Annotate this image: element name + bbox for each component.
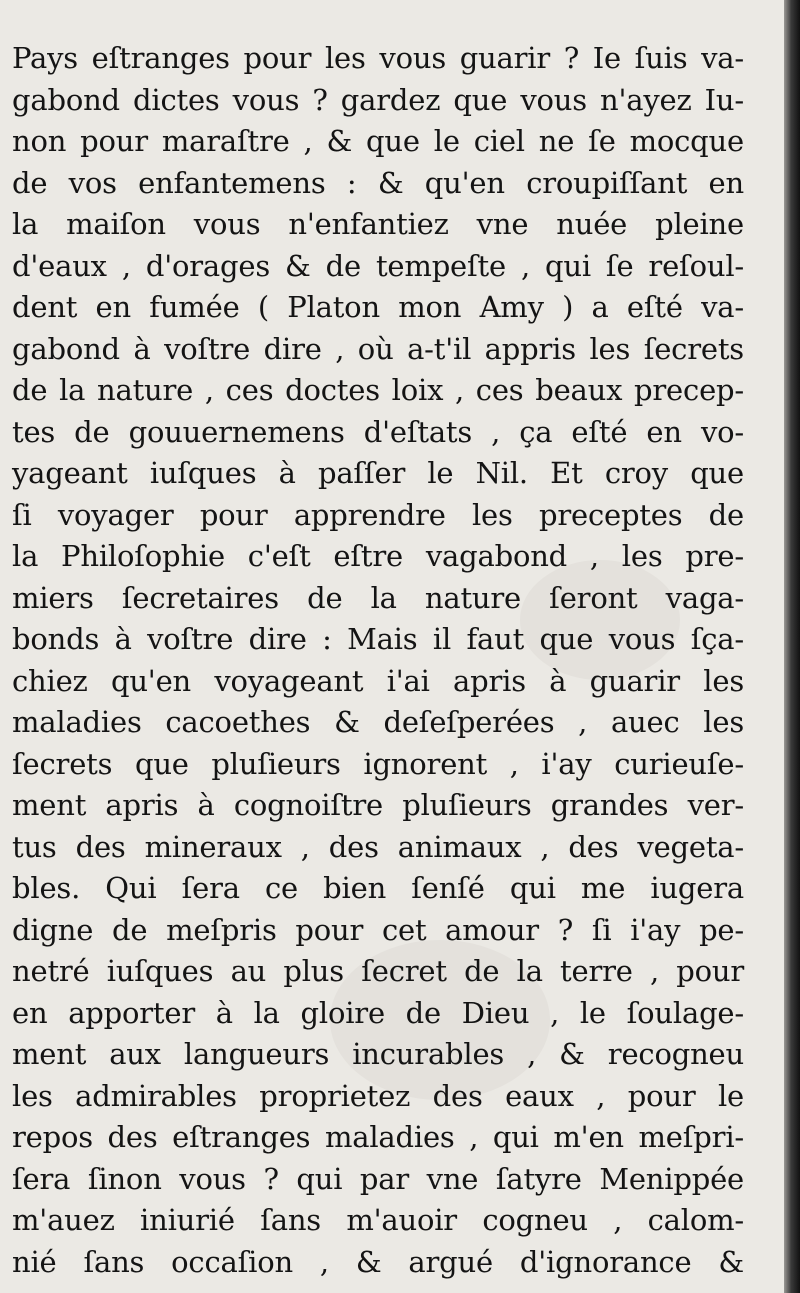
text-line-1: Pays eſtranges pour les vous guarir ? Ie ſuis va- [12,41,744,75]
text-line-10: tes de gouuernemens d'eſtats , ça eſté en vo- [12,414,744,449]
text-line-8: gabond à voſtre dire , où a-t'il appris les ſecrets [12,331,744,366]
text-line-17: maladies cacoethes & deſeſperées , auec les [12,705,744,739]
text-line-20: tus des mineraux , des animaux , des vegeta- [12,829,744,864]
text-line-27: repos des eſtranges maladies , qui m'en meſpri- [12,1120,744,1154]
text-line-29: m'auez iniurié ſans m'auoir cogneu , calom- [12,1203,744,1237]
text-line-11: yageant iuſques à paſſer le Nil. Et croy que [12,456,744,490]
text-line-6: d'eaux , d'orages & de tempeſte , qui ſe reſoul- [12,248,744,283]
text-line-9: de la nature , ces doctes loix , ces beaux precep- [12,373,744,407]
text-line-30: nié ſans occaſion , & argué d'ignorance & [12,1244,744,1279]
text-line-3: non pour maraſtre , & que le ciel ne ſe mocque [12,124,744,158]
text-line-19: ment apris à cognoiſtre pluſieurs grandes ver- [12,788,744,822]
page-text [12,38,744,1283]
text-line-21: bles. Qui ſera ce bien ſenſé qui me iugera [12,871,744,905]
text-line-13: la Philoſophie c'eſt eſtre vagabond , les pre- [12,539,744,573]
text-line-16: chiez qu'en voyageant i'ai apris à guarir les [12,663,744,698]
text-line-22: digne de meſpris pour cet amour ? ſi i'ay pe- [12,912,744,947]
text-line-14: miers ſecretaires de la nature ſeront vaga- [12,580,744,615]
text-line-25: ment aux langueurs incurables , & recogneu [12,1037,744,1071]
text-line-4: de vos enfantemens : & qu'en croupiſſant en [12,165,744,200]
text-line-12: ſi voyager pour apprendre les preceptes de [12,497,744,532]
text-line-26: les admirables proprietez des eaux , pour le [12,1078,744,1113]
text-line-2: gabond dictes vous ? gardez que vous n'ayez Iu- [12,82,744,117]
text-line-7: dent en fumée ( Platon mon Amy ) a eſté va- [12,290,744,324]
text-line-18: ſecrets que pluſieurs ignorent , i'ay curieuſe- [12,746,744,781]
text-line-24: en apporter à la gloire de Dieu , le ſoulage- [12,995,744,1030]
text-line-5: la maiſon vous n'enfantiez vne nuée pleine [12,207,744,241]
text-line-15: bonds à voſtre dire : Mais il faut que vous ſça- [12,622,744,656]
page-binding-edge [784,0,800,1293]
text-line-28: ſera ſinon vous ? qui par vne ſatyre Menippée [12,1161,744,1196]
text-line-23: netré iuſques au plus ſecret de la terre , pour [12,954,744,988]
